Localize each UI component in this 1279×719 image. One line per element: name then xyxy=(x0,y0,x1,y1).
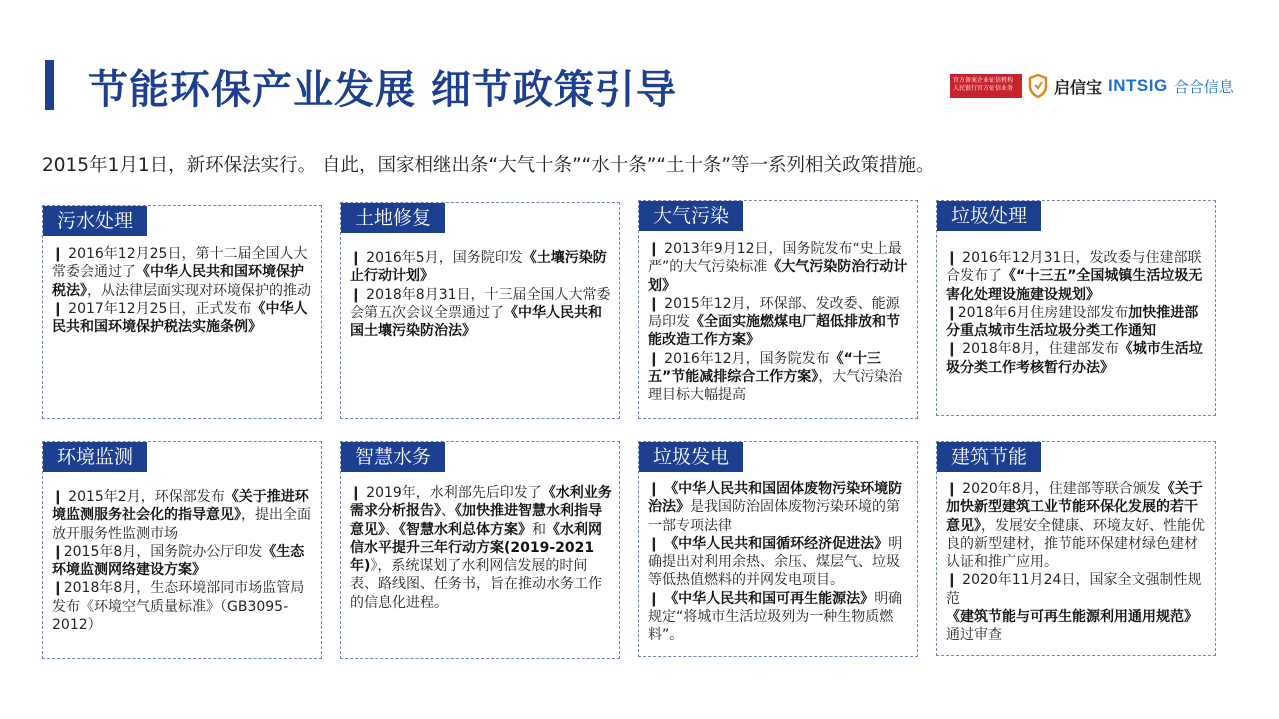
policy-document-title: 《生态环境监测网络建设方案》 xyxy=(52,543,305,579)
intro-text: 2015年1月1日，新环保法实行。 自此，国家相继出条“大气十条”“水十条”“土十条”等一系列相关政策措施。 xyxy=(42,155,935,176)
card-air-pollution xyxy=(638,200,918,419)
policy-text: ❙ 2016年12月31日，发改委与住建部联合发布了 xyxy=(946,250,1202,285)
policy-text: ❙ 2017年12月25日，正式发布 xyxy=(52,300,252,317)
policy-text: ❙ 2019年，水利部先后印发了 xyxy=(350,485,542,501)
policy-text: ❙ xyxy=(648,535,665,552)
policy-text: ❙ xyxy=(648,481,665,497)
policy-text: 明确提出对利用余热、余压、煤层气、垃圾等低热值燃料的并网发电项目。 xyxy=(648,535,903,589)
card-waste-treatment xyxy=(936,200,1216,416)
card-sewage-treatment xyxy=(42,205,322,419)
card-body xyxy=(350,249,613,340)
policy-text: ❙2015年8月，国务院办公厅印发 xyxy=(52,543,263,560)
policy-item xyxy=(350,484,613,612)
card-tag: 垃圾发电 xyxy=(639,442,743,472)
policy-text: ❙ 2013年9月12日，国务院发布“史上最严”的大气污染标准 xyxy=(648,241,902,276)
card-smart-water xyxy=(340,441,620,659)
policy-item xyxy=(648,535,911,590)
policy-text: ❙ 2020年11月24日，国家全文强制性规范 xyxy=(946,572,1202,607)
policy-text: ，发展安全健康、环境友好、性能优良的新型建材，推节能环保建材绿色建材认证和推广应用。 xyxy=(946,517,1205,571)
policy-document-title: 《中华人民共和国土壤污染防治法》 xyxy=(350,304,602,340)
card-tag: 建筑节能 xyxy=(937,442,1041,472)
policy-text: ❙ 2018年8月，住建部发布 xyxy=(946,341,1119,358)
stamp-line-2: 人民银行官方征信业务 xyxy=(953,85,1014,92)
policy-text: ❙ 2016年12月，国务院发布 xyxy=(648,350,830,367)
policy-text: ❙ 2015年2月，环保部发布 xyxy=(52,489,225,505)
policy-item xyxy=(946,480,1209,571)
policy-text: ❙ 2015年12月，环保部、发改委、能源局印发 xyxy=(648,295,900,331)
policy-item xyxy=(946,571,1209,644)
policy-document-title: 《中华人民共和国环境保护税法实施条例》 xyxy=(52,300,308,336)
policy-item xyxy=(350,249,613,286)
card-environment-monitoring xyxy=(42,441,322,659)
policy-item xyxy=(52,579,315,634)
policy-text: ❙ xyxy=(648,590,665,607)
policy-item xyxy=(648,240,911,295)
card-tag: 土地修复 xyxy=(341,203,445,233)
policy-text: ，大气污染治理目标大幅提高 xyxy=(648,369,903,404)
policy-document-title: 《关于加快新型建筑工业节能环保化发展的若干意见》 xyxy=(946,481,1203,534)
policy-text: ，提出全面放开服务性监测市场 xyxy=(52,507,311,542)
card-tag: 垃圾处理 xyxy=(937,201,1041,231)
policy-document-title: 《中华人民共和国环境保护税法》 xyxy=(52,264,304,299)
card-tag: 环境监测 xyxy=(43,442,147,472)
policy-item xyxy=(946,249,1209,304)
policy-document-title: 《水利网信水平提升三年行动方案(2019-2021年) xyxy=(350,521,602,575)
policy-document-title: 《中华人民共和国固体废物污染环境防治法》 xyxy=(648,481,903,516)
policy-text: ❙2018年6月住房建设部发布 xyxy=(946,304,1129,321)
qixinbao-shield-icon xyxy=(1028,74,1048,98)
card-body xyxy=(648,480,911,645)
card-body xyxy=(946,480,1209,645)
policy-text: 》，系统谋划了水利网信发展的时间表、路线图、任务书，旨在推动水务工作的信息化进程。 xyxy=(350,558,602,611)
card-tag: 污水处理 xyxy=(43,206,147,236)
card-waste-power xyxy=(638,441,918,657)
policy-text: 、 xyxy=(385,521,399,538)
stamp-line-1: 官方备案企业征信机构 xyxy=(953,77,1014,84)
policy-text: 通过审查 xyxy=(946,627,1002,644)
card-body xyxy=(52,245,315,336)
card-body xyxy=(350,484,613,612)
policy-text: 和 xyxy=(532,521,546,538)
policy-document-title: 《“十三五”全国城镇生活垃圾无害化处理设施建设规划》 xyxy=(946,268,1203,303)
policy-text: 明确规定“将城市生活垃圾列为一种生物质燃料”。 xyxy=(648,590,903,644)
card-body xyxy=(648,240,911,405)
policy-document-title: 《建筑节能与可再生能源利用通用规范》 xyxy=(946,609,1198,626)
policy-document-title: 《水利业务需求分析报告》 xyxy=(350,485,612,520)
policy-document-title: 《智慧水利总体方案》 xyxy=(399,521,532,538)
policy-text: 是我国防治固体废物污染环境的第一部专项法律 xyxy=(648,499,900,534)
policy-item xyxy=(648,295,911,350)
policy-item xyxy=(350,286,613,341)
policy-item xyxy=(648,350,911,405)
policy-document-title: 《城市生活垃圾分类工作考核暂行办法》 xyxy=(946,341,1203,376)
card-tag: 大气污染 xyxy=(639,201,743,231)
policy-item xyxy=(52,488,315,543)
policy-text: ，从法律层面实现对环境保护的推动 xyxy=(87,282,311,299)
policy-document-title: 《土壤污染防止行动计划》 xyxy=(350,250,607,285)
policy-text: ❙ 2020年8月，住建部等联合颁发 xyxy=(946,481,1161,497)
policy-document-title: 《加快推进智慧水利指导意见》 xyxy=(350,503,602,538)
policy-document-title: 《“十三五”节能减排综合工作方案》 xyxy=(648,350,881,386)
policy-document-title: 《全面实施燃煤电厂超低排放和节能改造工作方案》 xyxy=(648,314,900,349)
policy-text: ❙ 2016年5月，国务院印发 xyxy=(350,250,523,266)
policy-document-title: 《中华人民共和国循环经济促进法》 xyxy=(664,535,889,552)
page-title: 节能环保产业发展 细节政策引导 xyxy=(88,67,677,113)
card-tag: 智慧水务 xyxy=(341,442,445,472)
policy-item xyxy=(52,245,315,300)
policy-document-title: 《关于推进环境监测服务社会化的指导意见》 xyxy=(52,489,309,524)
card-land-remediation xyxy=(340,202,620,419)
policy-document-title: 《大气污染防治行动计划》 xyxy=(648,259,908,294)
policy-item xyxy=(946,304,1209,341)
policy-document-title: 《中华人民共和国可再生能源法》 xyxy=(664,590,875,607)
hehe-logo-text: 合合信息 xyxy=(1173,77,1234,96)
policy-document-title: 加快推进部分重点城市生活垃圾分类工作通知 xyxy=(946,304,1199,340)
policy-item xyxy=(52,300,315,337)
card-body xyxy=(52,488,315,634)
policy-item xyxy=(52,543,315,580)
card-building-energy xyxy=(936,441,1216,656)
intsig-logo-text: INTSIG xyxy=(1108,76,1168,95)
policy-text: ❙ 2018年8月31日，十三届全国人大常委会第五次会议全票通过了 xyxy=(350,286,611,321)
brand-logos xyxy=(950,72,1234,100)
qixinbao-logo-text: 启信宝 xyxy=(1054,77,1103,97)
policy-text: ❙ 2016年12月25日，第十二届全国人大常委会通过了 xyxy=(52,246,308,281)
policy-text: 、 xyxy=(441,503,455,520)
credit-agency-stamp xyxy=(950,74,1022,98)
policy-item xyxy=(946,340,1209,377)
policy-item xyxy=(648,590,911,645)
title-accent-bar xyxy=(45,60,54,110)
policy-text: ❙2018年8月，生态环境部同市场监管局发布《环境空气质量标准》（GB3095-2012） xyxy=(52,580,305,634)
card-body xyxy=(946,249,1209,377)
policy-item xyxy=(648,480,911,535)
